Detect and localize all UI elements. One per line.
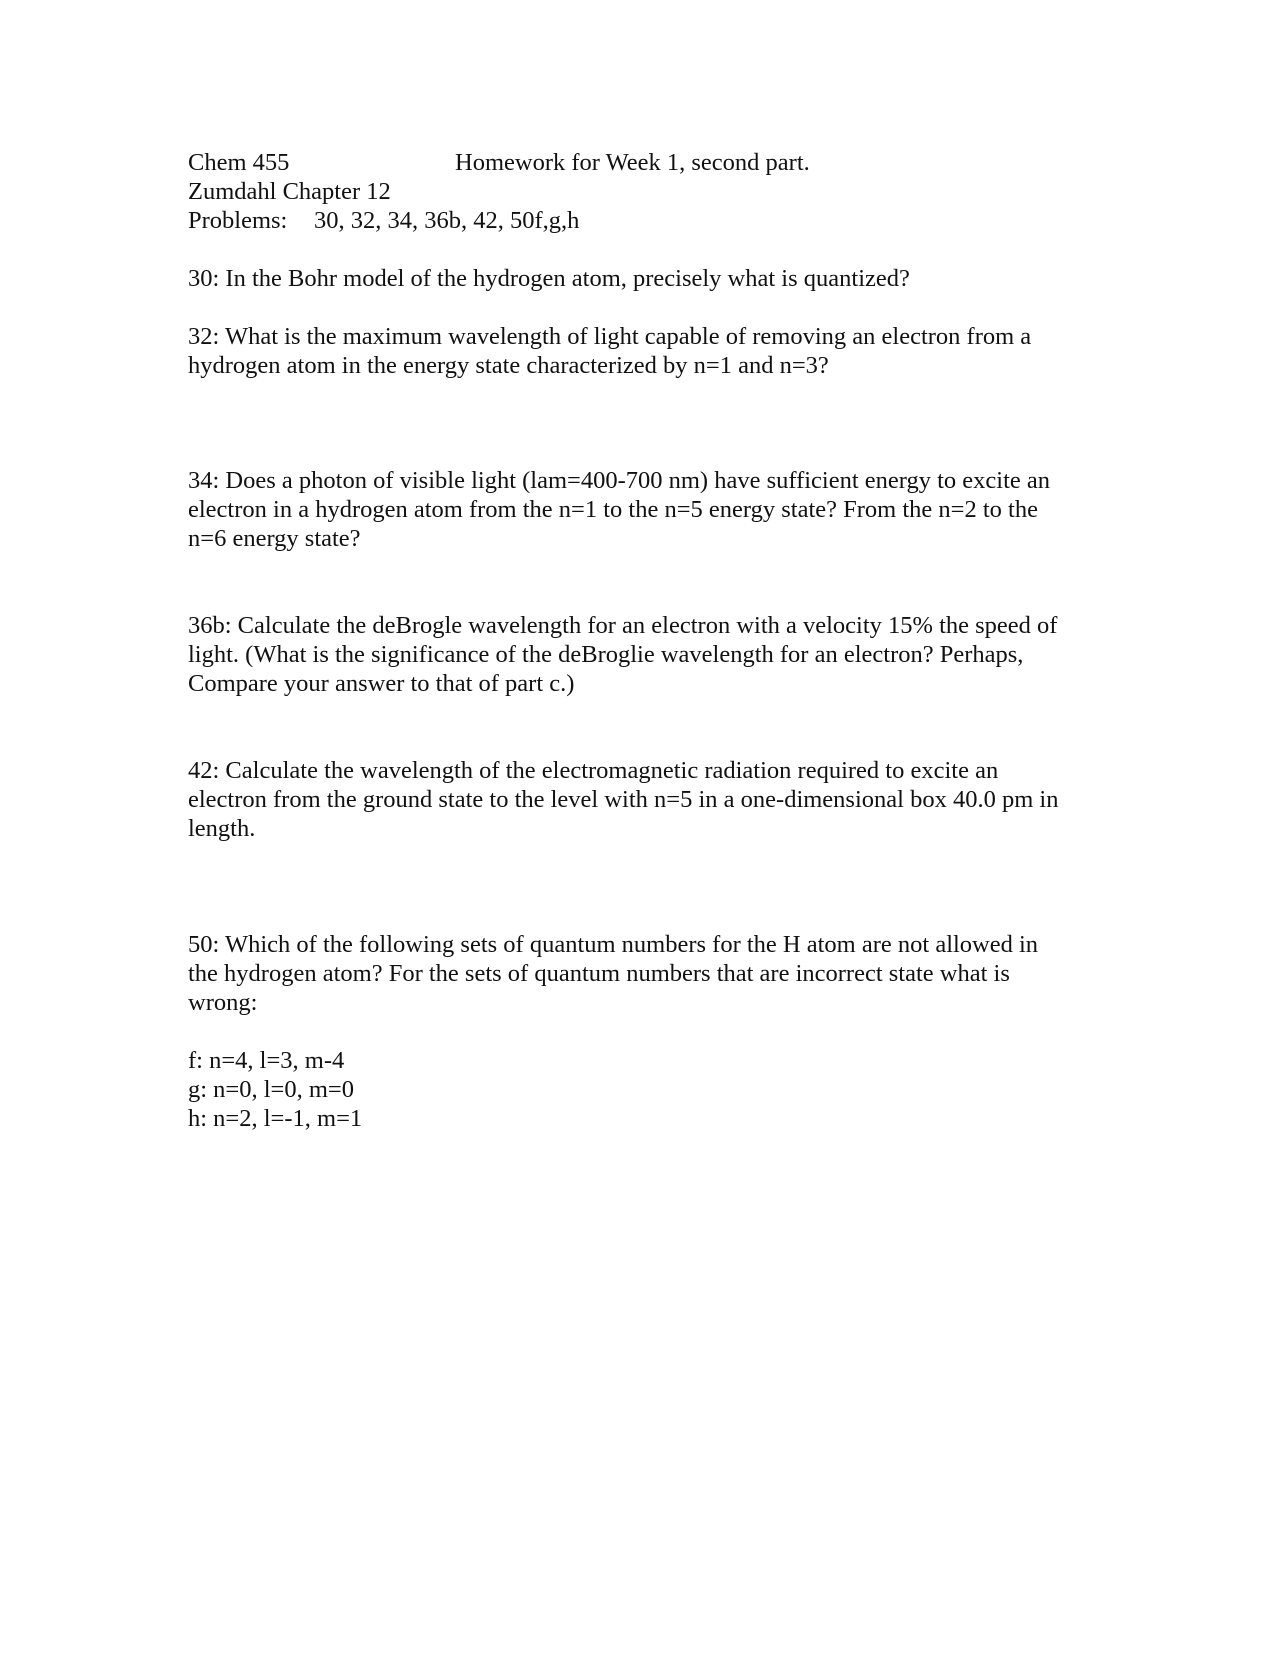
problem-34-line-2: electron in a hydrogen atom from the n=1 to the n=5 energy state? From the n=2 to the — [188, 496, 1038, 523]
problems-list: 30, 32, 34, 36b, 42, 50f,g,h — [314, 207, 580, 234]
problem-42 — [188, 756, 1108, 843]
problem-32-line-2: hydrogen atom in the energy state characterized by n=1 and n=3? — [188, 352, 829, 379]
header-line — [188, 148, 1108, 177]
problems-label: Problems: — [188, 207, 288, 234]
homework-page — [188, 148, 1108, 1133]
quantum-set-f: f: n=4, l=3, m-4 — [188, 1047, 345, 1074]
chapter-line: Zumdahl Chapter 12 — [188, 178, 391, 205]
homework-title: Homework for Week 1, second part. — [455, 149, 810, 176]
problem-50-line-2: the hydrogen atom? For the sets of quantum numbers that are incorrect state what is — [188, 960, 1010, 987]
problem-30 — [188, 264, 1108, 293]
problems-line — [188, 206, 1108, 235]
problem-42-line-2: electron from the ground state to the level with n=5 in a one-dimensional box 40.0 pm in — [188, 786, 1059, 813]
problem-32 — [188, 322, 1108, 380]
problem-36b-line-3: Compare your answer to that of part c.) — [188, 670, 575, 697]
problem-36b-line-2: light. (What is the significance of the deBroglie wavelength for an electron? Perhaps, — [188, 641, 1024, 668]
problem-32-line-1: 32: What is the maximum wavelength of light capable of removing an electron from a — [188, 323, 1032, 350]
problem-36b-line-1: 36b: Calculate the deBrogle wavelength for an electron with a velocity 15% the speed of — [188, 612, 1058, 639]
course-name: Chem 455 — [188, 149, 290, 176]
problem-30-text: 30: In the Bohr model of the hydrogen atom, precisely what is quantized? — [188, 265, 910, 292]
problem-36b — [188, 611, 1108, 698]
problem-34-line-3: n=6 energy state? — [188, 525, 361, 552]
problem-34-line-1: 34: Does a photon of visible light (lam=400-700 nm) have sufficient energy to excite an — [188, 467, 1051, 494]
problem-50 — [188, 930, 1108, 1133]
problem-42-line-1: 42: Calculate the wavelength of the electromagnetic radiation required to excite an — [188, 757, 999, 784]
problem-50-line-3: wrong: — [188, 989, 258, 1016]
quantum-set-g: g: n=0, l=0, m=0 — [188, 1076, 354, 1103]
problem-42-line-3: length. — [188, 815, 256, 842]
quantum-number-sets — [188, 1046, 1108, 1133]
problem-50-line-1: 50: Which of the following sets of quantum numbers for the H atom are not allowed in — [188, 931, 1039, 958]
problem-34 — [188, 466, 1108, 553]
quantum-set-h: h: n=2, l=-1, m=1 — [188, 1105, 363, 1132]
